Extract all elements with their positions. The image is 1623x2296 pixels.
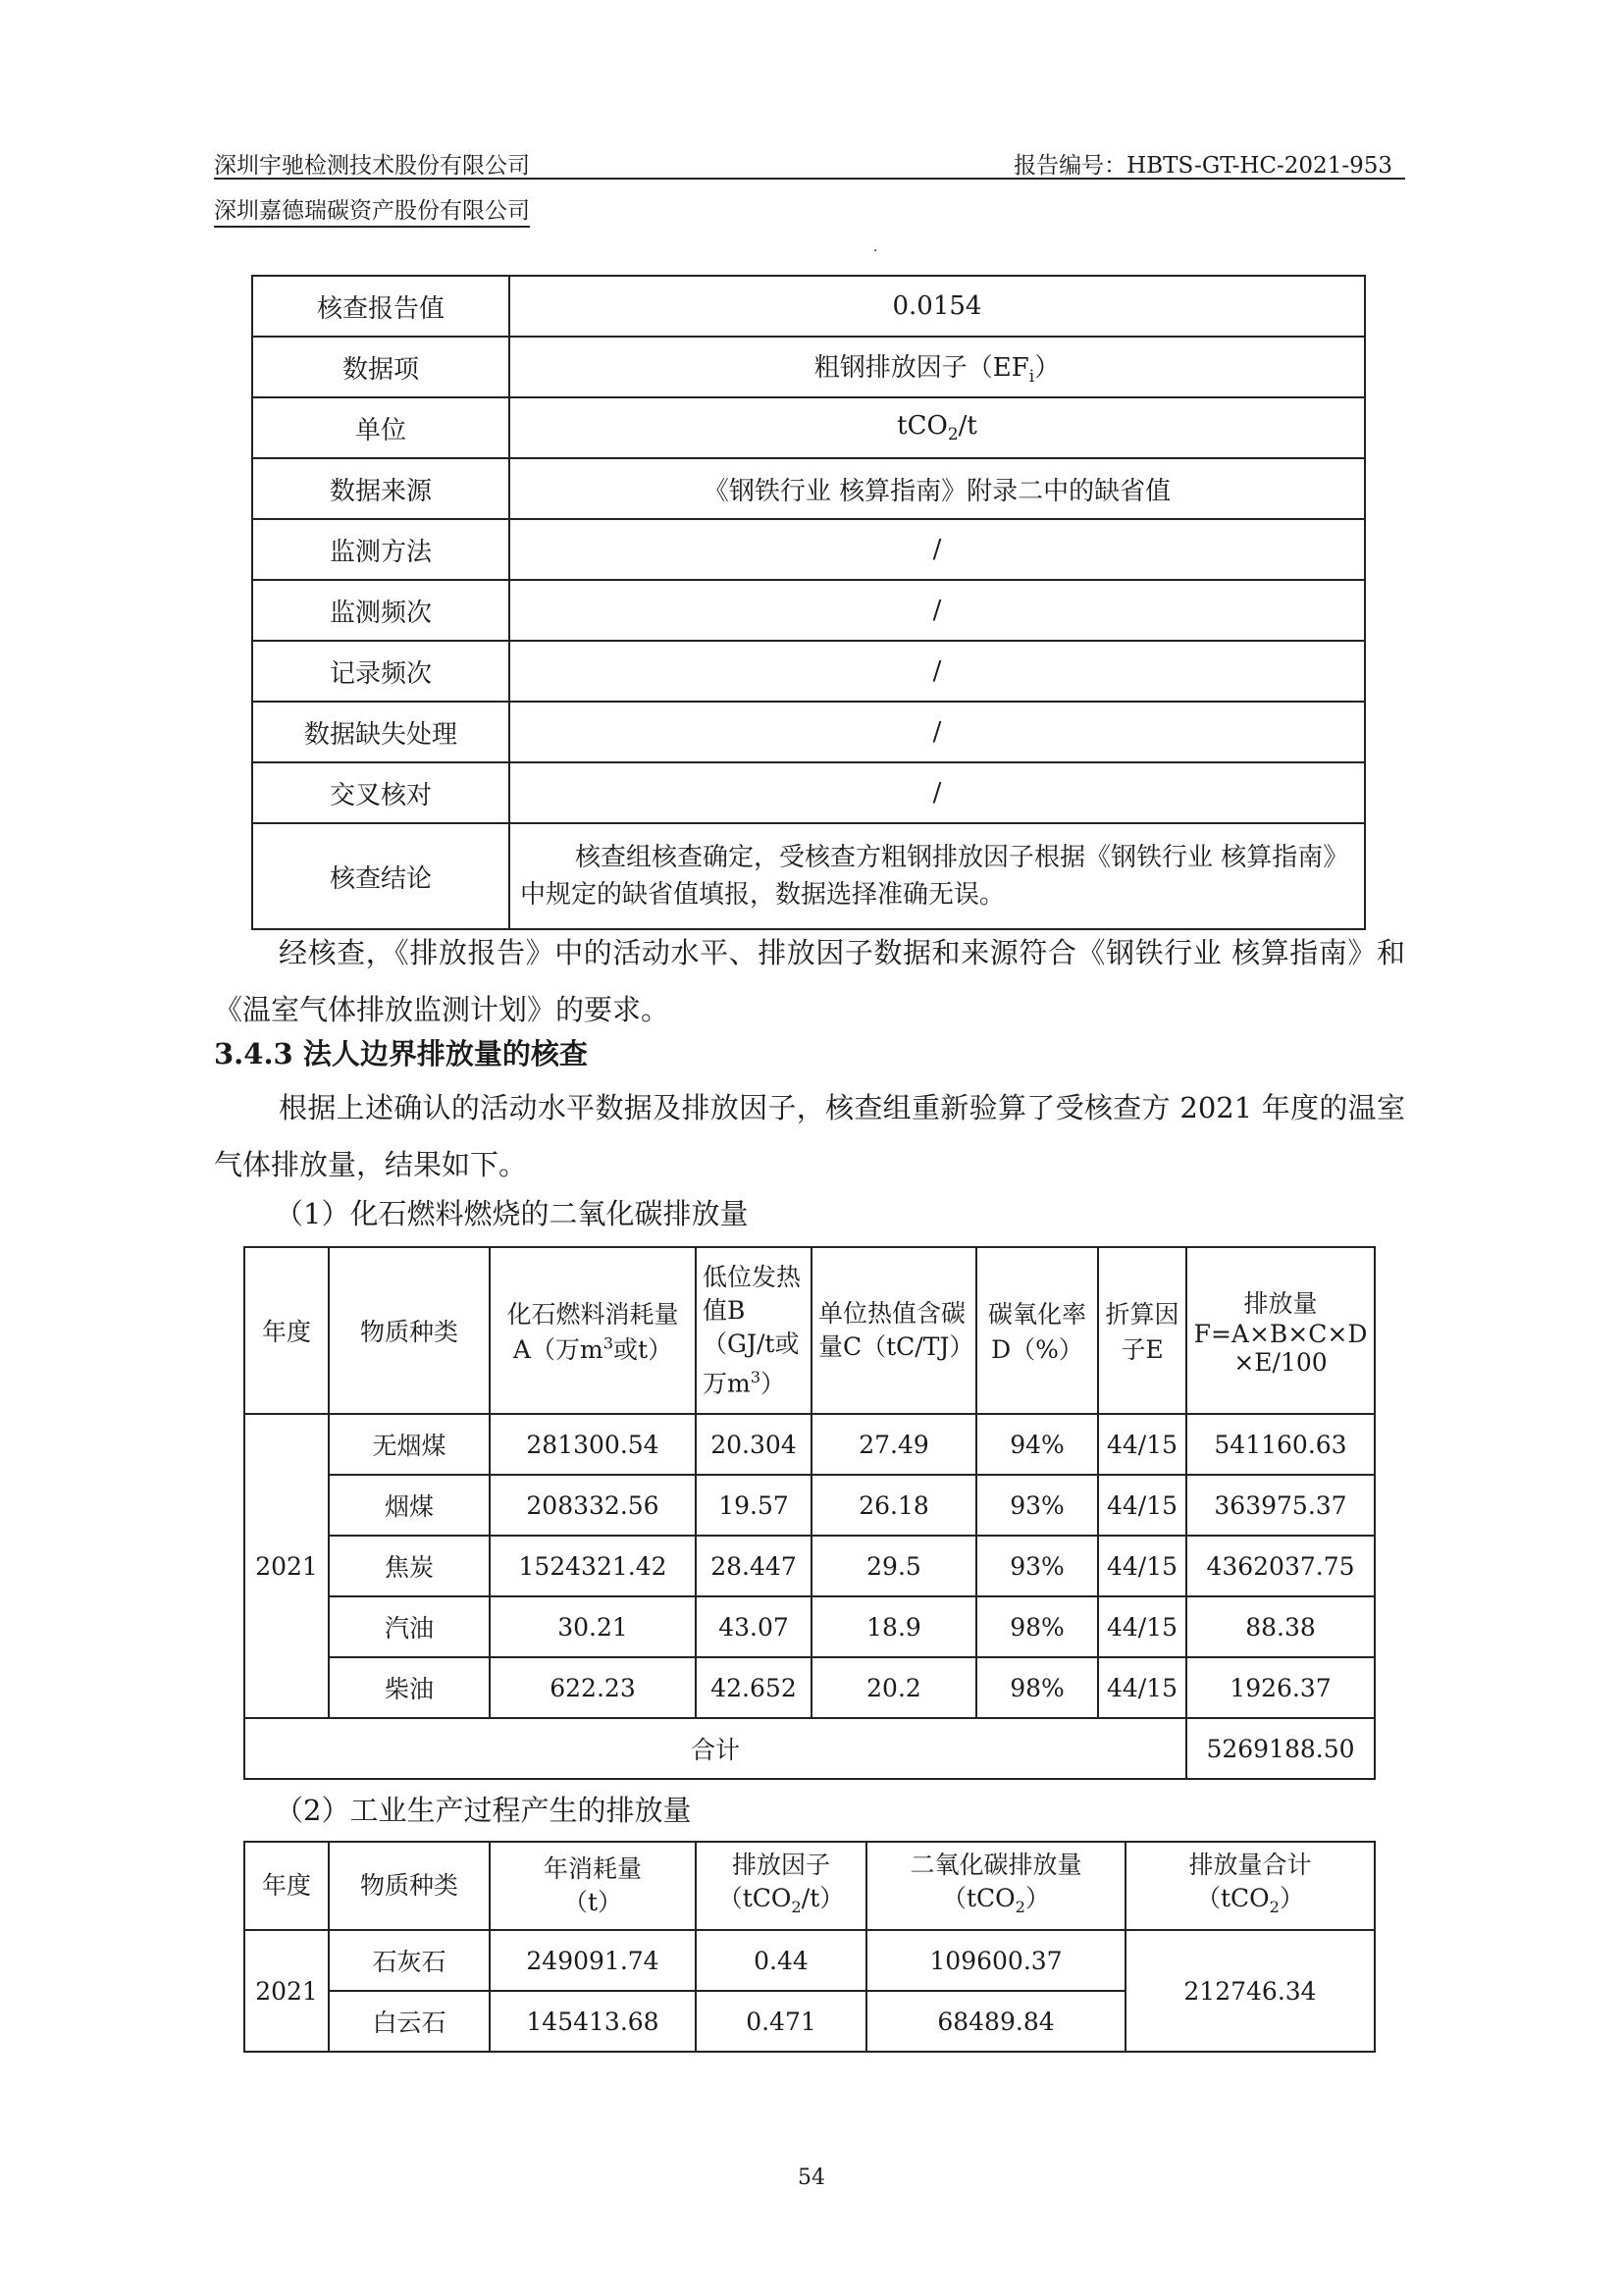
header-cell: 二氧化碳排放量 （tCO$_2$） <box>866 1842 1126 1930</box>
table-row <box>252 519 1365 580</box>
cell: 27.49 <box>812 1414 976 1475</box>
cell: 43.07 <box>696 1596 812 1657</box>
header-cell: 年度 <box>244 1247 329 1414</box>
cell: 109600.37 <box>866 1930 1126 1991</box>
row-value: / <box>509 580 1365 641</box>
cell: 30.21 <box>490 1596 696 1657</box>
row-value: / <box>509 519 1365 580</box>
table-row <box>244 1536 1375 1596</box>
stray-dot: · <box>873 243 878 259</box>
cell: 26.18 <box>812 1475 976 1536</box>
paragraph-verification: 经核查，《排放报告》中的活动水平、排放因子数据和来源符合《钢铁行业 核算指南》和《温室气体排放监测计划》的要求。 <box>214 936 1405 1026</box>
table-row <box>252 337 1365 397</box>
row-value: tCO$_2$/t <box>509 397 1365 458</box>
table-row <box>252 641 1365 702</box>
cell: 28.447 <box>696 1536 812 1596</box>
cell: 44/15 <box>1098 1657 1186 1718</box>
row-key: 监测方法 <box>252 519 509 580</box>
row-key: 数据缺失处理 <box>252 702 509 762</box>
row-key: 单位 <box>252 397 509 458</box>
row-value: 0.0154 <box>509 276 1365 337</box>
cell: 208332.56 <box>490 1475 696 1536</box>
total-value: 212746.34 <box>1126 1930 1375 2052</box>
header-cell: 排放量合计 （tCO$_2$） <box>1126 1842 1375 1930</box>
table-header-row <box>244 1247 1375 1414</box>
cell: 0.471 <box>696 1991 866 2052</box>
cell: 29.5 <box>812 1536 976 1596</box>
cell: 42.652 <box>696 1657 812 1718</box>
header-cell: 物质种类 <box>329 1842 490 1930</box>
cell: 19.57 <box>696 1475 812 1536</box>
year-cell: 2021 <box>244 1414 329 1718</box>
row-value: / <box>509 702 1365 762</box>
header-cell: 物质种类 <box>329 1247 490 1414</box>
table-header-row <box>244 1842 1375 1930</box>
paragraph-recalculation: 根据上述确认的活动水平数据及排放因子，核查组重新验算了受核查方 2021 年度的温室气体排放量，结果如下。 <box>214 1091 1405 1181</box>
cell: 44/15 <box>1098 1475 1186 1536</box>
header-report-number: 报告编号：HBTS-GT-HC-2021-953 <box>1014 153 1392 179</box>
cell: 44/15 <box>1098 1414 1186 1475</box>
cell: 44/15 <box>1098 1536 1186 1596</box>
header-cell: 排放因子 （tCO$_2$/t） <box>696 1842 866 1930</box>
header-cell: 单位热值含碳量C（tC/TJ） <box>812 1247 976 1414</box>
section-heading: 3.4.3 法人边界排放量的核查 <box>214 1037 588 1070</box>
process-emission-table <box>243 1841 1376 2053</box>
cell: 1524321.42 <box>490 1536 696 1596</box>
cell: 249091.74 <box>490 1930 696 1991</box>
cell: 柴油 <box>329 1657 490 1718</box>
row-value: 《钢铁行业 核算指南》附录二中的缺省值 <box>509 458 1365 519</box>
emission-factor-check-table <box>251 275 1366 930</box>
cell: 88.38 <box>1186 1596 1375 1657</box>
row-value: 粗钢排放因子$(EF_i)$ <box>509 337 1365 397</box>
header-cell: 低位发热值B（GJ/t或万$m^3$） <box>696 1247 812 1414</box>
fuel-combustion-table <box>243 1246 1376 1780</box>
cell: 44/15 <box>1098 1596 1186 1657</box>
header-company-2-text: 深圳嘉德瑞碳资产股份有限公司 <box>214 198 530 228</box>
cell: 4362037.75 <box>1186 1536 1375 1596</box>
cell: 20.2 <box>812 1657 976 1718</box>
header-cell: 排放量 F=A×B×C×D ×E/100 <box>1186 1247 1375 1414</box>
year-cell: 2021 <box>244 1930 329 2052</box>
row-value: 核查组核查确定，受核查方粗钢排放因子根据《钢铁行业 核算指南》中规定的缺省值填报，数据选择准确无误。 <box>509 823 1365 929</box>
cell: 0.44 <box>696 1930 866 1991</box>
cell: 68489.84 <box>866 1991 1126 2052</box>
row-value: / <box>509 641 1365 702</box>
cell: 无烟煤 <box>329 1414 490 1475</box>
total-value: 5269188.50 <box>1186 1718 1375 1779</box>
cell: 622.23 <box>490 1657 696 1718</box>
row-key: 核查报告值 <box>252 276 509 337</box>
cell: 93% <box>976 1475 1098 1536</box>
cell: 98% <box>976 1657 1098 1718</box>
cell: 20.304 <box>696 1414 812 1475</box>
table-row <box>244 1475 1375 1536</box>
table-row <box>252 823 1365 929</box>
row-key: 记录频次 <box>252 641 509 702</box>
header-cell: 化石燃料消耗量 A（万$m^3$或t） <box>490 1247 696 1414</box>
cell: 汽油 <box>329 1596 490 1657</box>
header-cell: 年度 <box>244 1842 329 1930</box>
cell: 98% <box>976 1596 1098 1657</box>
row-key: 交叉核对 <box>252 762 509 823</box>
cell: 焦炭 <box>329 1536 490 1596</box>
total-label: 合计 <box>244 1718 1186 1779</box>
caption-fuel-combustion: （1）化石燃料燃烧的二氧化碳排放量 <box>275 1197 749 1230</box>
row-key: 数据来源 <box>252 458 509 519</box>
cell: 93% <box>976 1536 1098 1596</box>
table-row <box>244 1414 1375 1475</box>
table-row <box>252 702 1365 762</box>
row-key: 数据项 <box>252 337 509 397</box>
table-row <box>252 458 1365 519</box>
table-total-row <box>244 1718 1375 1779</box>
header-company-1: 深圳宇驰检测技术股份有限公司 <box>214 153 530 179</box>
table-row <box>244 1596 1375 1657</box>
header-company-2 <box>214 192 530 225</box>
cell: 541160.63 <box>1186 1414 1375 1475</box>
cell: 石灰石 <box>329 1930 490 1991</box>
header-cell: 折算因 子E <box>1098 1247 1186 1414</box>
cell: 1926.37 <box>1186 1657 1375 1718</box>
table-row <box>244 1930 1375 1991</box>
table-row <box>252 580 1365 641</box>
header-rule <box>214 178 1405 180</box>
table-row <box>252 397 1365 458</box>
header-cell: 年消耗量 （t） <box>490 1842 696 1930</box>
table-row <box>252 762 1365 823</box>
caption-process-emissions: （2）工业生产过程产生的排放量 <box>275 1794 692 1827</box>
cell: 18.9 <box>812 1596 976 1657</box>
cell: 145413.68 <box>490 1991 696 2052</box>
cell: 281300.54 <box>490 1414 696 1475</box>
row-value: / <box>509 762 1365 823</box>
page-number: 54 <box>798 2166 825 2190</box>
cell: 烟煤 <box>329 1475 490 1536</box>
cell: 94% <box>976 1414 1098 1475</box>
row-key: 核查结论 <box>252 823 509 929</box>
table-row <box>244 1657 1375 1718</box>
header-cell: 碳氧化率 D（%） <box>976 1247 1098 1414</box>
cell: 白云石 <box>329 1991 490 2052</box>
table-row <box>252 276 1365 337</box>
cell: 363975.37 <box>1186 1475 1375 1536</box>
row-key: 监测频次 <box>252 580 509 641</box>
